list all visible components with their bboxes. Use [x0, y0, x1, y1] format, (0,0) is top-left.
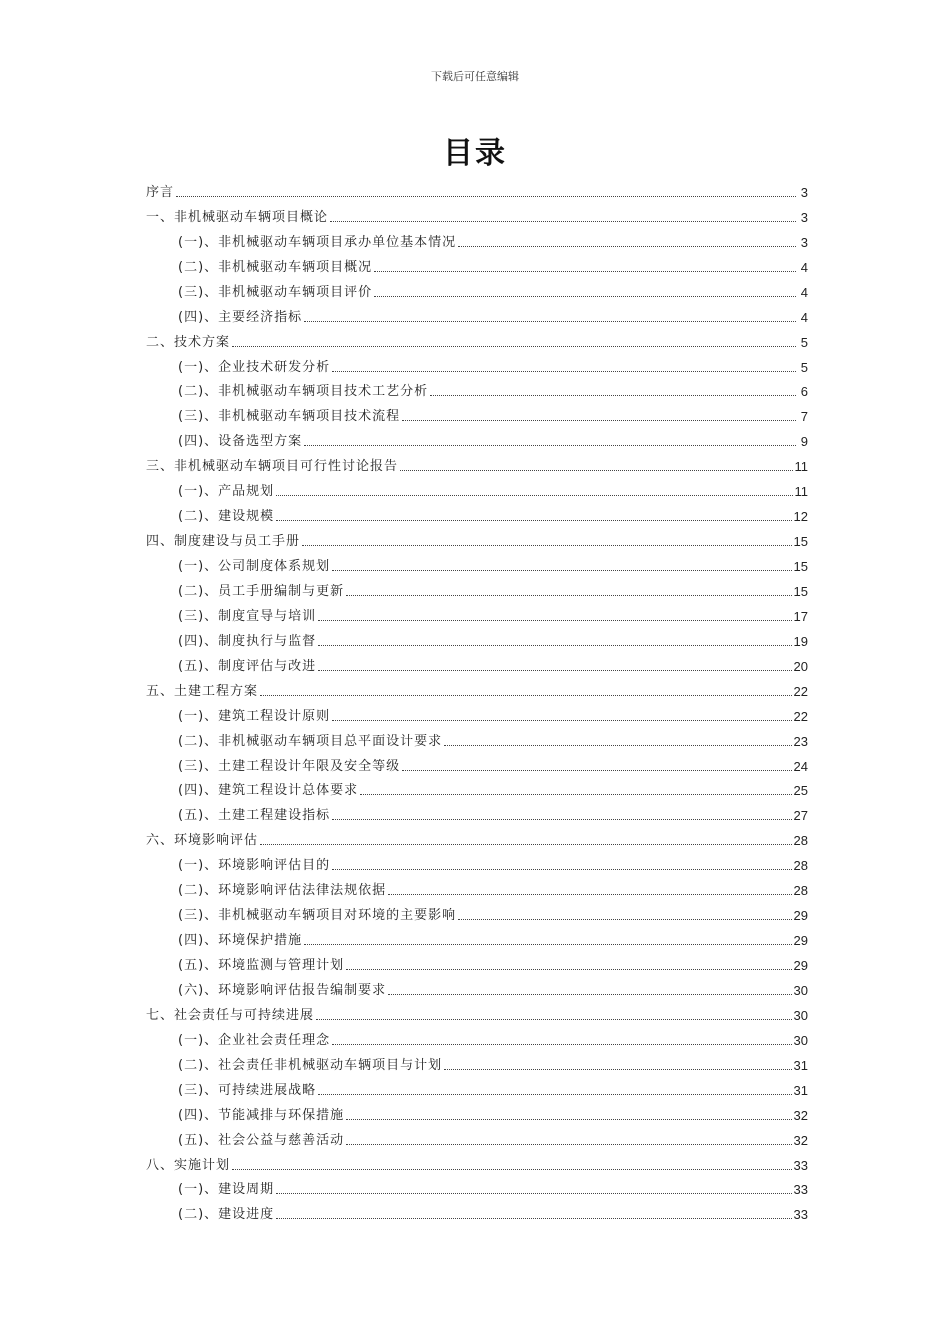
toc-entry-page: 17 — [793, 608, 808, 624]
toc-dot-leader — [232, 346, 796, 347]
header-note: 下载后可任意编辑 — [431, 70, 519, 83]
toc-entry-label: 序言 — [146, 184, 175, 200]
toc-entry[interactable] — [146, 425, 808, 450]
toc-entry[interactable] — [146, 650, 808, 675]
toc-entry-label: (二)、非机械驱动车辆项目技术工艺分析 — [178, 384, 429, 400]
toc-entry-label: 四、制度建设与员工手册 — [146, 534, 301, 550]
toc-entry[interactable] — [146, 500, 808, 525]
toc-entry-label: (一)、产品规划 — [178, 484, 275, 500]
toc-entry[interactable] — [146, 999, 808, 1024]
toc-dot-leader — [346, 969, 791, 970]
toc-dot-leader — [332, 371, 796, 372]
toc-dot-leader — [332, 570, 791, 571]
toc-entry-page: 11 — [794, 484, 808, 500]
toc-entry-page: 5 — [800, 359, 808, 375]
toc-entry-label: 五、土建工程方案 — [146, 683, 259, 699]
toc-entry-label: (二)、非机械驱动车辆项目总平面设计要求 — [178, 733, 443, 749]
toc-entry[interactable] — [146, 625, 808, 650]
toc-dot-leader — [330, 221, 796, 222]
toc-entry-page: 3 — [800, 184, 808, 200]
toc-entry-page: 4 — [800, 284, 808, 300]
toc-dot-leader — [304, 321, 796, 322]
toc-dot-leader — [304, 944, 791, 945]
toc-entry[interactable] — [146, 1198, 808, 1223]
toc-dot-leader — [374, 296, 796, 297]
toc-dot-leader — [402, 420, 796, 421]
toc-dot-leader — [318, 620, 791, 621]
toc-entry-page: 9 — [800, 434, 808, 450]
toc-entry-label: (一)、环境影响评估目的 — [178, 858, 331, 874]
toc-dot-leader — [332, 819, 791, 820]
toc-dot-leader — [360, 794, 791, 795]
toc-entry[interactable] — [146, 924, 808, 949]
toc-entry[interactable] — [146, 251, 808, 276]
toc-entry[interactable] — [146, 799, 808, 824]
toc-entry-page: 30 — [793, 982, 808, 998]
toc-entry-page: 33 — [793, 1157, 808, 1173]
toc-entry-page: 11 — [794, 459, 808, 475]
toc-dot-leader — [332, 869, 791, 870]
toc-entry-label: 二、技术方案 — [146, 334, 231, 350]
toc-dot-leader — [276, 1193, 791, 1194]
toc-entry-page: 23 — [793, 733, 808, 749]
toc-entry-label: (三)、制度宣导与培训 — [178, 608, 317, 624]
toc-entry-page: 30 — [793, 1007, 808, 1023]
toc-entry[interactable] — [146, 226, 808, 251]
toc-entry[interactable] — [146, 525, 808, 550]
toc-entry[interactable] — [146, 725, 808, 750]
toc-entry-label: (二)、建设规模 — [178, 509, 275, 525]
toc-entry-page: 28 — [793, 883, 808, 899]
toc-entry[interactable] — [146, 376, 808, 401]
toc-dot-leader — [402, 770, 791, 771]
toc-entry-page: 33 — [793, 1182, 808, 1198]
toc-dot-leader — [388, 894, 791, 895]
toc-entry[interactable] — [146, 874, 808, 899]
toc-entry-label: (三)、非机械驱动车辆项目技术流程 — [178, 409, 401, 425]
page-title: 目录 — [443, 136, 507, 171]
toc-entry[interactable] — [146, 400, 808, 425]
toc-entry-page: 28 — [793, 833, 808, 849]
toc-entry-page: 30 — [793, 1032, 808, 1048]
toc-entry-page: 4 — [800, 259, 808, 275]
toc-entry-label: (五)、社会公益与慈善活动 — [178, 1132, 345, 1148]
toc-dot-leader — [176, 196, 796, 197]
toc-entry-label: (四)、建筑工程设计总体要求 — [178, 783, 359, 799]
toc-dot-leader — [346, 595, 791, 596]
toc-entry-page: 15 — [793, 583, 808, 599]
toc-entry-page: 12 — [793, 509, 808, 525]
toc-dot-leader — [276, 520, 791, 521]
toc-entry-page: 15 — [793, 559, 808, 574]
toc-dot-leader — [388, 994, 791, 995]
toc-entry-label: (三)、可持续进展战略 — [178, 1082, 317, 1098]
toc-dot-leader — [444, 1069, 791, 1070]
toc-entry[interactable] — [146, 1174, 808, 1199]
toc-entry-label: (三)、土建工程设计年限及安全等级 — [178, 758, 401, 774]
toc-dot-leader — [318, 670, 791, 671]
toc-entry-label: (四)、主要经济指标 — [178, 309, 303, 325]
toc-entry-label: (四)、制度执行与监督 — [178, 633, 317, 649]
toc-entry-page: 3 — [800, 234, 808, 250]
toc-entry-label: (五)、环境监测与管理计划 — [178, 958, 345, 973]
toc-entry[interactable] — [146, 1049, 808, 1074]
toc-entry[interactable] — [146, 1124, 808, 1149]
toc-entry-label: (五)、土建工程建设指标 — [178, 808, 331, 824]
toc-entry-label: (五)、制度评估与改进 — [178, 658, 317, 674]
toc-dot-leader — [260, 695, 792, 696]
toc-entry-page: 20 — [793, 658, 808, 674]
toc-entry-page: 24 — [793, 758, 808, 774]
toc-entry[interactable] — [146, 750, 808, 775]
toc-entry[interactable] — [146, 276, 808, 301]
toc-entry-label: (二)、员工手册编制与更新 — [178, 583, 345, 599]
toc-entry-page: 28 — [793, 858, 808, 874]
toc-dot-leader — [316, 1019, 792, 1020]
toc-entry[interactable] — [146, 550, 808, 575]
toc-entry[interactable] — [146, 899, 808, 924]
toc-entry-label: 七、社会责任与可持续进展 — [146, 1007, 315, 1023]
toc-entry-page: 32 — [793, 1132, 808, 1148]
toc-entry[interactable] — [146, 600, 808, 625]
toc-dot-leader — [346, 1144, 791, 1145]
toc-entry-page: 3 — [800, 209, 808, 225]
toc-dot-leader — [458, 246, 796, 247]
toc-entry[interactable] — [146, 700, 808, 725]
toc-entry[interactable] — [146, 824, 808, 849]
toc-entry-page: 32 — [793, 1107, 808, 1123]
toc-dot-leader — [318, 1094, 791, 1095]
toc-entry-page: 31 — [793, 1082, 808, 1098]
toc-entry-label: 六、环境影响评估 — [146, 833, 259, 849]
toc-entry-label: (一)、企业社会责任理念 — [178, 1032, 331, 1048]
toc-entry-label: (四)、环境保护措施 — [178, 933, 303, 949]
toc-entry[interactable] — [146, 326, 808, 351]
toc-entry-label: (六)、环境影响评估报告编制要求 — [178, 982, 387, 998]
toc-entry[interactable] — [146, 1149, 808, 1174]
toc-entry-page: 33 — [793, 1207, 808, 1223]
toc-entry-page: 22 — [793, 683, 808, 699]
toc-dot-leader — [332, 1044, 791, 1045]
toc-entry-page: 6 — [800, 384, 808, 400]
toc-entry-label: (二)、社会责任非机械驱动车辆项目与计划 — [178, 1057, 443, 1073]
toc-entry-page: 7 — [800, 409, 808, 425]
toc-entry[interactable] — [146, 974, 808, 999]
toc-entry[interactable] — [146, 176, 808, 201]
toc-dot-leader — [400, 470, 792, 471]
table-of-contents — [146, 176, 808, 1223]
toc-dot-leader — [444, 745, 791, 746]
toc-entry-page: 29 — [793, 958, 808, 973]
toc-dot-leader — [374, 271, 796, 272]
toc-entry-label: (二)、建设进度 — [178, 1207, 275, 1223]
toc-entry[interactable] — [146, 351, 808, 376]
toc-entry-page: 4 — [800, 309, 808, 325]
toc-dot-leader — [260, 844, 792, 845]
toc-dot-leader — [318, 645, 791, 646]
toc-entry-page: 29 — [793, 908, 808, 924]
toc-entry[interactable] — [146, 775, 808, 800]
toc-entry[interactable] — [146, 575, 808, 600]
toc-entry-label: (三)、非机械驱动车辆项目评价 — [178, 284, 373, 300]
toc-entry[interactable] — [146, 1074, 808, 1099]
toc-entry-label: (一)、企业技术研发分析 — [178, 359, 331, 375]
toc-entry-label: 八、实施计划 — [146, 1157, 231, 1173]
toc-dot-leader — [276, 1218, 791, 1219]
toc-entry[interactable] — [146, 450, 808, 475]
toc-dot-leader — [302, 545, 792, 546]
toc-entry-page: 19 — [793, 633, 808, 649]
toc-entry-page: 29 — [793, 933, 808, 949]
toc-entry-label: 一、非机械驱动车辆项目概论 — [146, 209, 329, 225]
toc-entry-label: (一)、建设周期 — [178, 1182, 275, 1198]
toc-entry[interactable] — [146, 1024, 808, 1049]
toc-entry-label: (一)、公司制度体系规划 — [178, 559, 331, 574]
toc-entry[interactable] — [146, 475, 808, 500]
toc-entry-label: (一)、非机械驱动车辆项目承办单位基本情况 — [178, 234, 457, 250]
toc-entry-label: (二)、非机械驱动车辆项目概况 — [178, 259, 373, 275]
toc-entry[interactable] — [146, 949, 808, 974]
toc-entry[interactable] — [146, 201, 808, 226]
toc-entry-page: 25 — [793, 783, 808, 799]
toc-dot-leader — [304, 445, 796, 446]
toc-entry[interactable] — [146, 301, 808, 326]
toc-entry-page: 5 — [800, 334, 808, 350]
toc-entry-page: 15 — [793, 534, 808, 550]
toc-entry-label: (二)、环境影响评估法律法规依据 — [178, 883, 387, 899]
toc-entry-page: 22 — [793, 708, 808, 724]
toc-entry[interactable] — [146, 675, 808, 700]
toc-dot-leader — [346, 1119, 791, 1120]
toc-entry-label: 三、非机械驱动车辆项目可行性讨论报告 — [146, 459, 399, 475]
toc-entry[interactable] — [146, 1099, 808, 1124]
toc-entry[interactable] — [146, 849, 808, 874]
toc-entry-label: (四)、节能减排与环保措施 — [178, 1107, 345, 1123]
toc-dot-leader — [276, 495, 792, 496]
toc-entry-page: 31 — [793, 1057, 808, 1073]
toc-entry-label: (三)、非机械驱动车辆项目对环境的主要影响 — [178, 908, 457, 924]
toc-dot-leader — [232, 1169, 792, 1170]
toc-dot-leader — [458, 919, 791, 920]
toc-entry-page: 27 — [793, 808, 808, 824]
toc-dot-leader — [430, 395, 796, 396]
toc-dot-leader — [332, 720, 791, 721]
toc-entry-label: (一)、建筑工程设计原则 — [178, 708, 331, 724]
toc-entry-label: (四)、设备选型方案 — [178, 434, 303, 450]
